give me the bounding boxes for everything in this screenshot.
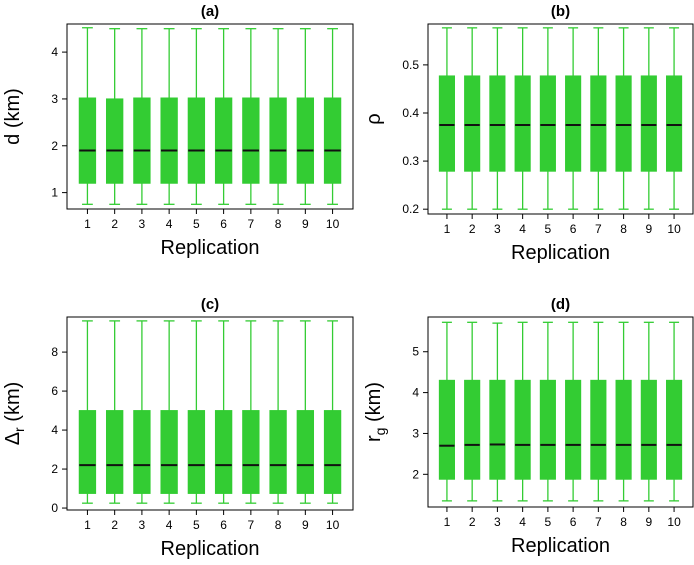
x-tick-label-3-5: 5 <box>193 518 200 532</box>
y-tick-label-4-3: 4 <box>412 385 419 400</box>
y-tick-label-3-1: 0 <box>51 501 58 516</box>
iqr-box-3-3 <box>134 411 150 494</box>
x-tick-label-4-10: 10 <box>667 515 681 529</box>
x-axis-label-3: Replication <box>160 538 260 560</box>
x-tick-label-4-9: 9 <box>645 515 653 529</box>
iqr-box-4-8 <box>616 380 631 479</box>
y-tick-label-2-1: 0.2 <box>402 202 419 217</box>
x-tick-label-1-6: 6 <box>220 217 227 231</box>
iqr-box-2-8 <box>616 76 631 171</box>
x-tick-label-3-9: 9 <box>301 518 309 532</box>
x-tick-label-2-10: 10 <box>667 222 681 236</box>
y-tick-label-4-2: 3 <box>412 426 419 441</box>
y-tick-label-1-2: 2 <box>51 138 58 153</box>
y-tick-label-3-2: 2 <box>51 462 58 477</box>
iqr-box-2-10 <box>667 76 682 171</box>
iqr-box-1-10 <box>324 98 340 183</box>
x-tick-label-3-10: 10 <box>325 518 340 532</box>
iqr-box-4-6 <box>566 380 581 479</box>
y-axis-label-2: ρ <box>363 113 385 125</box>
x-tick-label-2-3: 3 <box>494 222 501 236</box>
x-tick-label-1-2: 2 <box>111 217 119 231</box>
iqr-box-1-6 <box>215 98 231 183</box>
iqr-box-4-5 <box>540 380 555 479</box>
x-axis-label-4: Replication <box>511 535 610 557</box>
y-tick-label-1-3: 3 <box>51 91 58 106</box>
iqr-box-3-9 <box>297 411 313 494</box>
iqr-box-4-4 <box>515 380 530 479</box>
x-tick-label-1-4: 4 <box>165 217 173 231</box>
iqr-box-1-4 <box>161 98 177 183</box>
x-tick-label-3-2: 2 <box>111 518 119 532</box>
x-tick-label-4-2: 2 <box>468 515 476 529</box>
x-tick-label-4-6: 6 <box>569 515 577 529</box>
iqr-box-4-9 <box>641 380 656 479</box>
iqr-box-2-3 <box>490 76 505 171</box>
iqr-box-3-10 <box>324 411 340 494</box>
x-tick-label-3-1: 1 <box>84 518 91 532</box>
iqr-box-2-4 <box>515 76 530 171</box>
y-axis-label-3: $\Delta_r$ (km) <box>2 381 27 446</box>
iqr-box-2-1 <box>439 76 454 171</box>
x-tick-label-4-4: 4 <box>519 515 526 529</box>
x-tick-label-2-9: 9 <box>645 222 653 236</box>
y-tick-label-3-3: 4 <box>51 423 58 438</box>
x-tick-label-1-10: 10 <box>325 217 340 231</box>
x-tick-label-3-8: 8 <box>274 518 282 532</box>
x-tick-label-1-5: 5 <box>193 217 200 231</box>
y-axis-label-1: d (km) <box>2 88 24 145</box>
x-axis-label-1: Replication <box>160 237 260 259</box>
x-tick-label-1-8: 8 <box>274 217 282 231</box>
iqr-box-2-9 <box>641 76 656 171</box>
iqr-box-4-3 <box>490 380 505 479</box>
x-tick-label-1-3: 3 <box>138 217 146 231</box>
iqr-box-4-2 <box>465 380 480 479</box>
iqr-box-1-5 <box>188 98 204 183</box>
x-axis-label-2: Replication <box>511 242 610 264</box>
x-tick-label-3-7: 7 <box>247 518 255 532</box>
x-tick-label-3-4: 4 <box>165 518 173 532</box>
y-tick-label-2-3: 0.4 <box>402 105 419 120</box>
x-tick-label-2-8: 8 <box>620 222 627 236</box>
iqr-box-3-5 <box>188 411 204 494</box>
iqr-box-2-5 <box>540 76 555 171</box>
x-tick-label-3-6: 6 <box>220 518 227 532</box>
x-tick-label-1-1: 1 <box>84 217 91 231</box>
iqr-box-1-2 <box>106 99 122 183</box>
x-tick-label-4-1: 1 <box>443 515 451 529</box>
panel-title-4: (d) <box>550 296 571 313</box>
iqr-box-3-2 <box>106 411 122 494</box>
y-axis-label-4: $r_g$ (km) <box>363 381 388 443</box>
iqr-box-2-6 <box>566 76 581 171</box>
y-tick-label-1-4: 4 <box>51 45 58 60</box>
iqr-box-3-1 <box>79 411 95 494</box>
panel-title-3: (c) <box>200 296 220 313</box>
iqr-box-3-6 <box>215 411 231 494</box>
x-tick-label-3-3: 3 <box>138 518 146 532</box>
y-tick-label-2-2: 0.3 <box>402 154 419 169</box>
x-tick-label-4-8: 8 <box>620 515 627 529</box>
y-tick-label-3-4: 6 <box>51 384 58 399</box>
iqr-box-1-3 <box>134 98 150 183</box>
x-tick-label-1-7: 7 <box>247 217 255 231</box>
x-tick-label-2-1: 1 <box>443 222 451 236</box>
y-tick-label-3-5: 8 <box>51 345 58 360</box>
iqr-box-1-1 <box>79 98 95 183</box>
panel-title-2: (b) <box>550 3 571 20</box>
iqr-box-1-7 <box>243 98 259 183</box>
panel-title-1: (a) <box>200 3 220 20</box>
x-tick-label-2-4: 4 <box>519 222 526 236</box>
iqr-box-4-10 <box>667 380 682 479</box>
x-tick-label-4-3: 3 <box>494 515 501 529</box>
iqr-box-4-7 <box>591 380 606 479</box>
x-tick-label-1-9: 9 <box>301 217 309 231</box>
x-tick-label-2-6: 6 <box>569 222 577 236</box>
iqr-box-3-4 <box>161 411 177 494</box>
iqr-box-1-8 <box>270 98 286 183</box>
iqr-box-3-7 <box>243 411 259 494</box>
x-tick-label-4-7: 7 <box>595 515 602 529</box>
iqr-box-1-9 <box>297 98 313 183</box>
iqr-box-2-7 <box>591 76 606 171</box>
iqr-box-2-2 <box>465 76 480 171</box>
iqr-box-3-8 <box>270 411 286 494</box>
x-tick-label-2-5: 5 <box>544 222 552 236</box>
y-tick-label-4-4: 5 <box>412 344 419 359</box>
iqr-box-4-1 <box>439 380 454 479</box>
y-tick-label-4-1: 2 <box>412 467 419 482</box>
x-tick-label-4-5: 5 <box>544 515 552 529</box>
x-tick-label-2-2: 2 <box>468 222 476 236</box>
x-tick-label-2-7: 7 <box>595 222 602 236</box>
y-tick-label-2-4: 0.5 <box>402 57 419 72</box>
y-tick-label-1-1: 1 <box>51 185 58 200</box>
